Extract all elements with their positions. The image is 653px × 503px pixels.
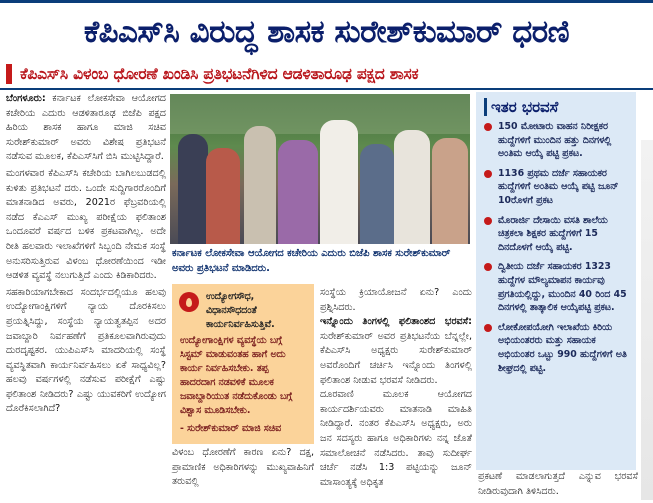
subheadline: ಕೆಪಿಎಸ್‌ಸಿ ವಿಳಂಬ ಧೋರಣೆ ಖಂಡಿಸಿ ಪ್ರತಿಭಟನೆಗಿಳಿದ ಆಡಳಿತಾರೂಢ ಪಕ್ಷದ ಶಾಸಕ: [20, 64, 419, 83]
bullet-icon: [484, 123, 492, 131]
left-para-3: ಸಹಕಾರಿಯಾಗಬೇಕಾದ ಸಂದರ್ಭದಲ್ಲಿಯೂ ಹಲವು ಉದ್ಯೋಗಾಂಕ್ಷಿಗಳಿಗೆ ನ್ಯಾಯ ದೊರಕಿಸಲು ಪ್ರಯತ್ನಿಸಿದ್ದು, ಸಂಸ್ಥೆಯ ನ್ಯಾಯತ್ವತಪ್ಪಿನ ಅದರ ಜವಾಬ್ದಾರಿ ನಿರ್ವಹಣೆಗೆ ಪ್ರತಿಕೂಲವಾಗಿರುವುದು ದುರದೃಷ್ಟಕರ. ಯುಪಿಎಸ್‌ಸಿ ಮಾದರಿಯಲ್ಲಿ ಸಂಸ್ಥೆ ವ್ಯವಸ್ಥಿತವಾಗಿ ಕಾರ್ಯನಿರ್ವಹಿಸಲು ಏಕೆ ಸಾಧ್ಯವಿಲ್ಲ? ಹಲವು ವರ್ಷಗಳಲ್ಲಿ ನಡೆಸುವ ಪರೀಕ್ಷೆಗೆ ಎಷ್ಟು ಫಲಿತಾಂಶ ನೀಡಿದರು? ಎಷ್ಟು ಯುವಕರಿಗೆ ಉದ್ಯೋಗ ದೊರೆಕಿಸಲಾಗಿದೆ?: [6, 286, 166, 415]
quote-body: ಉದ್ಯೋಗಾಂಕ್ಷಿಗಳ ವ್ಯವಸ್ಥೆಯ ಬಗ್ಗೆ ಸಿಸ್ಟಮ್ ಮಾಡುವಂತಹ ಹಾಗೆ ಅದು ಕಾರ್ಯ ನಿರ್ವಹಿಸಬೇಕು. ತಪ್ಪ ಹಾದರದಾಗ ನಡವಳಿಕೆ ಮೂಲಕ ಜವಾಬ್ದಾರಿಯುತ ನಡೆದುಕೊಂಡು ಬಗ್ಗೆ ವಿಶ್ವಾಸ ಮೂಡಿಸಬೇಕು.: [180, 335, 293, 416]
bullet-icon: [484, 170, 492, 178]
subheadline-bar: [6, 62, 650, 86]
sidebar-item: ದ್ವಿತೀಯ ದರ್ಜೆ ಸಹಾಯಕರ 1323 ಹುದ್ದೆಗಳ ಮೌಲ್ಯಮಾಪನ ಕಾರ್ಯವು ಪ್ರಗತಿಯಲ್ಲಿದ್ದು, ಮುಂದಿನ 40 ರಿಂದ 45 ದಿನಗಳಲ್ಲಿ ತಾತ್ಕಾಲಿಕ ಆಯ್ಕೆಪಟ್ಟಿ ಪ್ರಕಟ.: [484, 260, 628, 314]
bottom-right-text: ಪ್ರಕಟಣೆ ಮಾಡಲಾಗುತ್ತದೆ ಎನ್ನುವ ಭರವಸೆ ನೀಡಿರುವುದಾಗಿ ತಿಳಿಸಿದರು.: [478, 471, 638, 497]
sidebar-item: ಮೊರಾರ್ಜಿ ದೇಸಾಯಿ ವಸತಿ ಶಾಲೆಯ ಚಿತ್ರಕಲಾ ಶಿಕ್ಷಕರ ಹುದ್ದೆಗಳಿಗೆ 15 ದಿನದೊಳಗೆ ಆಯ್ಕೆ ಪಟ್ಟಿ.: [484, 214, 628, 255]
bullet-icon: [484, 263, 492, 271]
photo-person: [360, 144, 394, 244]
left-column: [6, 92, 166, 503]
quote-signature: - ಸುರೇಶ್‌ಕುಮಾರ್ ಮಾಜಿ ಸಚಿವ: [180, 423, 282, 434]
photo-person: [320, 120, 358, 244]
photo-person: [206, 148, 240, 244]
mid-bottom-text: ವಿಳಂಬ ಧೋರಣೆಗೆ ಕಾರಣ ಏನು? ದಕ್ಷ, ಪ್ರಾಮಾಣಿಕ ಅಧಿಕಾರಿಗಳನ್ನು ಮುಖ್ಯವಾಹಿನಿಗೆ ತರುವಲ್ಲಿ: [172, 447, 314, 488]
headline-bar: [0, 0, 653, 62]
sidebar-box: [476, 92, 636, 470]
page-edge: [641, 140, 653, 500]
quote-head: ಉದ್ಯೋಗಸೌಧ, ವಿಧಾನಸೌಧದಂತೆ ಕಾರ್ಯನಿರ್ವಹಿಸುತ್ತಿವೆ.: [206, 291, 275, 330]
photo-person: [278, 140, 318, 244]
sidebar-list: [484, 120, 628, 375]
photo-person: [432, 138, 468, 244]
divider: [0, 88, 653, 90]
right-column: [320, 286, 472, 503]
left-para-2: ಮಂಗಳವಾರ ಕೆಪಿಎಸ್‌ಸಿ ಕಚೇರಿಯ ಬಾಗಿಲಬುಡದಲ್ಲಿ ಕುಳಿತು ಪ್ರತಿಭಟನೆ ದರು. ಒಂದೇ ಸುದ್ದಿಗಾರರೊಂದಿಗೆ ಮಾತನಾಡಿದ ಅವರು, 2021ರ ಫೆಬ್ರವರಿಯಲ್ಲಿ ನಡೆದ ಕೆಎಎಸ್ ಮುಖ್ಯ ಪರೀಕ್ಷೆಯ ಫಲಿತಾಂಶ ಒಂದೂವರೆ ವರ್ಷದ ಬಳಿಕ ಪ್ರಕಟವಾಗಿಲ್ಲ. ಅದೇ ರೀತಿ ಹಲವಾರು ಇಲಾಖೆಗಳಿಗೆ ಸಿಬ್ಬಂದಿ ನೇಮಕ ಸಂಸ್ಥೆ ಅನುಸರಿಸುತ್ತಿರುವ ವಿಳಂಬ ಧೋರಣೆಯಿಂದ ಇಡೀ ಆಡಳಿತ ವ್ಯವಸ್ಥೆ ನಲುಗುತ್ತಿದೆ ಎಂದು ಕಿಡಿಕಾರಿದರು.: [6, 167, 166, 282]
right-para-1: ಸಂಸ್ಥೆಯ ಕ್ರಿಯಾಯೋಜನೆ ಏನು? ಎಂದು ಪ್ರಶ್ನಿಸಿದರು.: [320, 287, 472, 313]
sidebar-title: ಇತರ ಭರವಸೆ: [484, 98, 628, 116]
photo-person: [178, 134, 208, 244]
location-pin-icon: [179, 292, 199, 312]
sidebar-item: 1136 ಪ್ರಥಮ ದರ್ಜೆ ಸಹಾಯಕರ ಹುದ್ದೆಗಳಿಗೆ ಅಂತಿಮ ಆಯ್ಕೆ ಪಟ್ಟಿ ಜೂನ್ 10ರೊಳಗೆ ಪ್ರಕಟ: [484, 167, 628, 208]
sidebar-item: ಲೋಕೋಪಯೋಗಿ ಇಲಾಖೆಯ ಕಿರಿಯ ಅಭಿಯಂತರರು ಮತ್ತು ಸಹಾಯಕ ಅಭಿಯಂತರ ಒಟ್ಟು 990 ಹುದ್ದೆಗಳಿಗೆ ಅತಿ ಶೀಘ್ರದಲ್ಲಿ ಪಟ್ಟಿ.: [484, 321, 628, 375]
sidebar-item: 150 ಮೋಟಾರು ವಾಹನ ನಿರೀಕ್ಷಕರ ಹುದ್ದೆಗಳಿಗೆ ಮುಂದಿನ ಹತ್ತು ದಿನಗಳಲ್ಲಿ ಅಂತಿಮ ಆಯ್ಕೆ ಪಟ್ಟಿ ಪ್ರಕಟ.: [484, 120, 628, 161]
bullet-icon: [484, 324, 492, 332]
photo-person: [394, 130, 430, 244]
photo-person: [244, 126, 276, 244]
photo-caption: ಕರ್ನಾಟಕ ಲೋಕಸೇವಾ ಆಯೋಗದ ಕಚೇರಿಯ ಎದುರು ಬಿಜೆಪಿ ಶಾಸಕ ಸುರೇಶ್‌ಕುಮಾರ್ ಅವರು ಪ್ರತಿಭಟನೆ ಮಾಡಿದರು.: [172, 248, 451, 274]
quote-box: [172, 284, 314, 444]
left-para-1: ಕರ್ನಾಟಕ ಲೋಕಸೇವಾ ಆಯೋಗದ ಕಚೇರಿಯ ಎದುರು ಆಡಳಿತಾರೂಢ ಬಿಜೆಪಿ ಪಕ್ಷದ ಹಿರಿಯ ಶಾಸಕ ಹಾಗೂ ಮಾಜಿ ಸಚಿವ ಸುರೇಶ್‌ಕುಮಾರ್ ಅವರು ವಿಶೇಷ ಪ್ರತಿಭಟನೆ ನಡೆಸುವ ಮೂಲಕ, ಕೆಪಿಎಸ್‌ಸಿಗೆ ಬಿಸಿ ಮುಟ್ಟಿಸಿದ್ದಾರೆ.: [6, 93, 166, 163]
right-lead: ಇನ್ನೊಂದು ತಿಂಗಳಲ್ಲಿ ಫಲಿತಾಂಶದ ಭರವಸೆ:: [320, 316, 472, 328]
right-para-2: ಸುರೇಶ್‌ಕುಮಾರ್ ಅವರ ಪ್ರತಿಭಟನೆಯ ಬೆನ್ನಲ್ಲೇ, ಕೆಪಿಎಸ್‌ಸಿ ಅಧ್ಯಕ್ಷರು ಸುರೇಶ್‌ಕುಮಾರ್ ಅವರೊಂದಿಗೆ ಚರ್ಚಿಸಿ ಇನ್ನೊಂದು ತಿಂಗಳಲ್ಲಿ ಫಲಿತಾಂಶ ನೀಡುವ ಭರವಸೆ ನೀಡಿದರು.: [320, 330, 472, 386]
headline: ಕೆಪಿಎಸ್‌ಸಿ ವಿರುದ್ಧ ಶಾಸಕ ಸುರೇಶ್‌ಕುಮಾರ್ ಧರಣಿ: [83, 14, 570, 50]
dateline: ಬೆಂಗಳೂರು:: [6, 93, 46, 104]
right-para-3: ದೂರವಾಣಿ ಮೂಲಕ ಆಯೋಗದ ಕಾರ್ಯದರ್ಶಿಯವರು ಮಾತನಾಡಿ ಮಾಹಿತಿ ನೀಡಿದ್ದಾರೆ. ನಂತರ ಕೆಪಿಎಸ್‌ಸಿ ಅಧ್ಯಕ್ಷರು, ಅರು ಜನ ಸದಸ್ಯರು ಹಾಗೂ ಅಧಿಕಾರಿಗಳು ನನ್ನ ಜೊತೆ ಸಮಾಲೋಚನೆ ನಡೆಸಿದರು. ತಾವು ಸುದೀರ್ಘ ಚರ್ಚೆ ನಡೆಸಿ 1:3 ಪಟ್ಟಿಯನ್ನು ಜೂನ್ ಮಾಸಾಂತ್ಯಕ್ಕೆ ಅಧಿಕೃತ: [320, 389, 472, 488]
subheadline-marker: [6, 64, 12, 84]
bullet-icon: [484, 217, 492, 225]
news-photo: [170, 94, 470, 244]
